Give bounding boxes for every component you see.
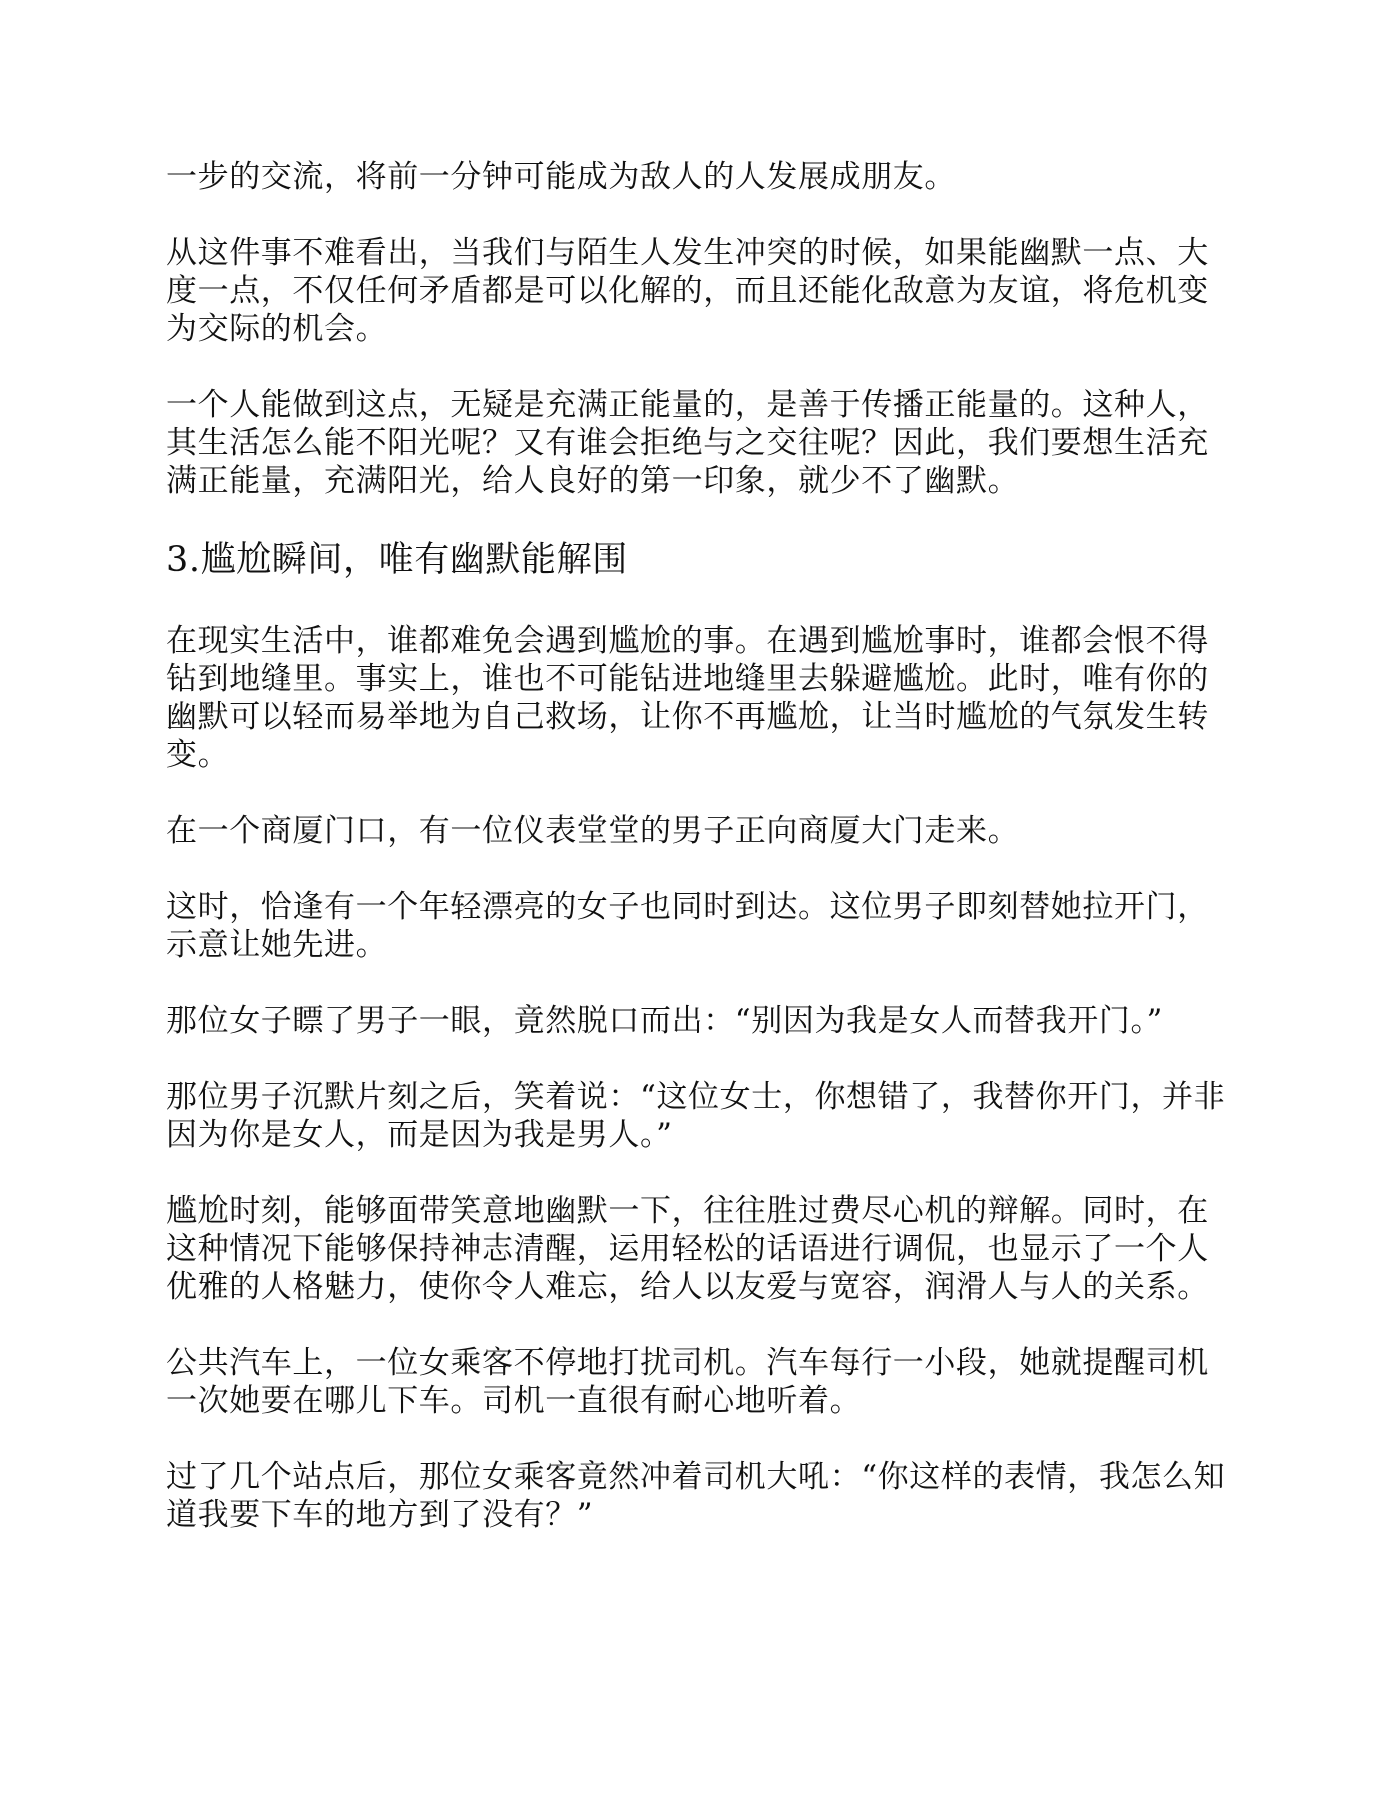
paragraph: 一个人能做到这点，无疑是充满正能量的，是善于传播正能量的。这种人，其生活怎么能不阳光呢？又有谁会拒绝与之交往呢？因此，我们要想生活充满正能量，充满阳光，给人良好的第一印象，就少不了幽默。	[166, 387, 1209, 499]
paragraph: 这时，恰逢有一个年轻漂亮的女子也同时到达。这位男子即刻替她拉开门，示意让她先进。	[166, 889, 1209, 963]
paragraph: 那位女子瞟了男子一眼，竟然脱口而出：“别因为我是女人而替我开门。”	[166, 1003, 1163, 1039]
paragraph: 在现实生活中，谁都难免会遇到尴尬的事。在遇到尴尬事时，谁都会恨不得钻到地缝里。事实上，谁也不可能钻进地缝里去躲避尴尬。此时，唯有你的幽默可以轻而易举地为自己救场，让你不再尴尬，让当时尴尬的气氛发生转变。	[166, 623, 1209, 773]
paragraph: 尴尬时刻，能够面带笑意地幽默一下，往往胜过费尽心机的辩解。同时，在这种情况下能够保持神志清醒，运用轻松的话语进行调侃，也显示了一个人优雅的人格魅力，使你令人难忘，给人以友爱与宽容，润滑人与人的关系。	[166, 1193, 1209, 1305]
document-body	[166, 158, 1226, 1572]
paragraph: 从这件事不难看出，当我们与陌生人发生冲突的时候，如果能幽默一点、大度一点，不仅任何矛盾都是可以化解的，而且还能化敌意为友谊，将危机变为交际的机会。	[166, 235, 1209, 347]
section-heading: 3.尴尬瞬间，唯有幽默能解围	[166, 540, 628, 580]
paragraph: 在一个商厦门口，有一位仪表堂堂的男子正向商厦大门走来。	[166, 813, 1020, 849]
paragraph: 过了几个站点后，那位女乘客竟然冲着司机大吼：“你这样的表情，我怎么知道我要下车的地方到了没有？”	[166, 1459, 1226, 1533]
paragraph: 那位男子沉默片刻之后，笑着说：“这位女士，你想错了，我替你开门，并非因为你是女人，而是因为我是男人。”	[166, 1079, 1226, 1153]
paragraph: 公共汽车上，一位女乘客不停地打扰司机。汽车每行一小段，她就提醒司机一次她要在哪儿下车。司机一直很有耐心地听着。	[166, 1345, 1209, 1419]
paragraph: 一步的交流，将前一分钟可能成为敌人的人发展成朋友。	[166, 159, 956, 195]
